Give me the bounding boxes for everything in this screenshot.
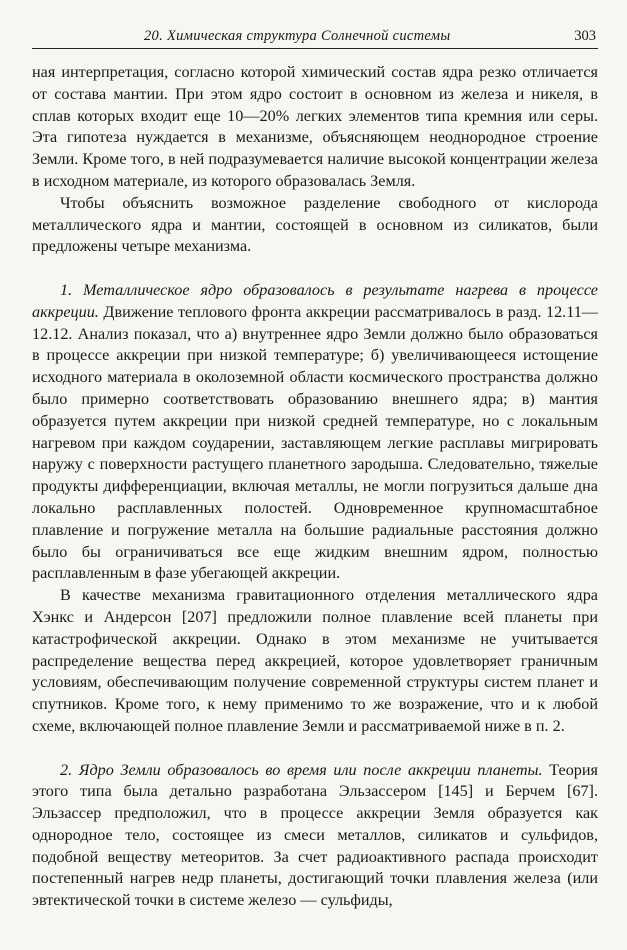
paragraph-4: В качестве механизма гравитационного отделения металлического ядра Хэнкс и Андерсон [207] предложили полное плавление всей планеты при катастрофической аккреции. Однако в этом механизме не учитывается распределение вещества перед аккрецией, которое удовлетворяет граничным условиям, обеспечивающим получение современной структуры систем планет и спутников. Кроме того, к нему применимо то же возражение, что и к любой схеме, включающей полное плавление Земли и рассматриваемой ниже в п. 2. — [32, 586, 598, 735]
running-header — [32, 24, 598, 49]
paragraph-1: ная интерпретация, согласно которой химический состав ядра резко отличается от состава мантии. При этом ядро состоит в основном из железа и никеля, в сплав которых входит еще 10—20% легких элементов типа кремния или серы. Эта гипотеза нуждается в механизме, объясняющем неоднородное строение Земли. Кроме того, в ней подразумевается наличие высокой концентрации железа в исходном материале, из которого образовалась Земля. — [32, 63, 598, 190]
section-2-heading: 2. Ядро Земли образовалось во время или после аккреции планеты. — [60, 760, 543, 779]
section-2 — [32, 760, 598, 913]
section-1-text: Движение теплового фронта аккреции рассматривалось в разд. 12.11—12.12. Анализ показал, что а) внутреннее ядро Земли должно было образоваться в процессе аккреции при низкой температуре; б) увеличивающееся истощение исходного материала в околоземной области космического пространства должно было примерно соответствовать образованию внешнего ядра; в) мантия образуется путем аккреции при низкой средней температуре, но с локальным нагревом при каждом соударении, заставляющем легкие расплавы мигрировать наружу с поверхности растущего планетного зародыша. Следовательно, тяжелые продукты дифференциации, включая металлы, не могли погрузиться дальше дна локально расплавленных полостей. Одновременное крупномасштабное плавление и погружение металла на большие радиальные расстояния должно было бы ограничиваться все еще жидким внешним ядром, полностью расплавленным в фазе убегающей аккреции. — [32, 302, 598, 583]
page-number: 303 — [574, 28, 596, 44]
chapter-title: 20. Химическая структура Солнечной системы — [144, 28, 451, 44]
section-1-heading: 1. Металлическое ядро образовалось в результате нагрева в процессе аккреции. — [32, 280, 598, 321]
section-1 — [32, 280, 598, 585]
section-2-text: Теория этого типа была детально разработана Эльзассером [145] и Берчем [67]. Эльзассер предположил, что в процессе аккреции Земля образуется как однородное тело, состоящее из смеси металлов, силикатов и сульфидов, подобной веществу метеоритов. За счет радиоактивного распада происходит постепенный нагрев недр планеты, достигающий точки плавления железа (или эвтектической точки в системе железо — сульфиды, — [32, 760, 598, 910]
body-text — [32, 62, 598, 912]
paragraph-2: Чтобы объяснить возможное разделение свободного от кислорода металлического ядра и мантии, состоящей в основном из силикатов, были предложены четыре механизма. — [32, 193, 598, 256]
